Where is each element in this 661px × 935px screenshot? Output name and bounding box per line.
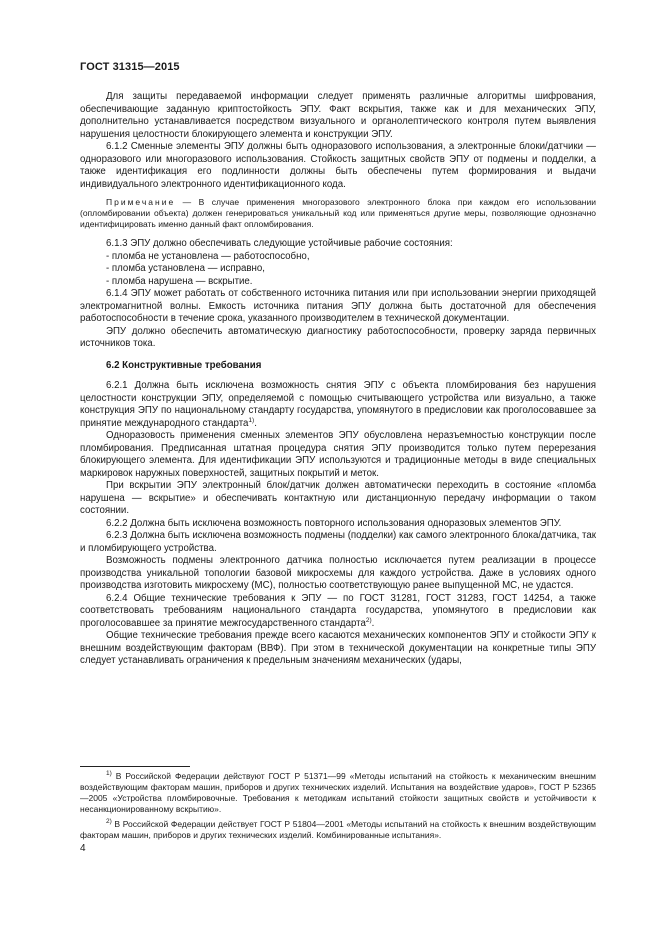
note-text: — В случае применения многоразового электронного блока при каждом его использовании (опломбировании объекта) должен генерироваться уникальный код или применяться другие меры, позволяющие однозначно идентифицировать именно данный факт опломбирования.: [80, 197, 596, 229]
paragraph: 6.1.2 Сменные элементы ЭПУ должны быть одноразового использования, а электронные блоки/датчики — одноразового или многоразового использования. Стойкость защитных свойств ЭПУ от подмены и подделки, а также идентификация его подлинности должны быть обеспечены путем формирования и выдачи индивидуального электронного идентификационного кода.: [80, 141, 596, 190]
paragraph: При вскрытии ЭПУ электронный блок/датчик должен автоматически переходить в состояние «пломба нарушена — вскрытие» и обеспечивать контактную или дистанционную передачу информации о таком состоянии.: [80, 480, 596, 516]
paragraph: 6.1.4 ЭПУ может работать от собственного источника питания или при использовании энергии приходящей электромагнитной волны. Емкость источника питания ЭПУ должна быть достаточной для обеспечения работоспособности в течение срока, указанного производителем в технической документации.: [80, 288, 596, 324]
footnote-text: В Российской Федерации действуют ГОСТ Р 51371—99 «Методы испытаний на стойкость к механическим внешним воздействующим факторам машин, приборов и других технических изделий. Испытания на воздействие ударов», ГОСТ Р 52365—2005 «Устройства пломбировочные. Требования к методикам испытаний стойкости защитных свойств и устойчивости к несанкционированному вскрытию».: [80, 771, 596, 814]
paragraph: 6.1.3 ЭПУ должно обеспечивать следующие устойчивые рабочие состояния:: [106, 238, 453, 249]
footnote-divider: [80, 766, 190, 767]
paragraph: Для защиты передаваемой информации следует применять различные алгоритмы шифрования, обеспечивающие заданную криптостойкость ЭПУ. Факт вскрытия, также как и для механических ЭПУ, дополнительно устанавливается посредством визуального и органолептического контроля путем выявления нарушения целостности блокирующего элемента и конструкции ЭПУ.: [80, 91, 596, 140]
footnote-text: В Российской Федерации действует ГОСТ Р 51804—2001 «Методы испытаний на стойкость к внешним воздействующим факторам машин, приборов и других технических изделий. Комбинированные испытания».: [80, 819, 596, 840]
paragraph: Одноразовость применения сменных элементов ЭПУ обусловлена неразъемностью конструкции после пломбирования. Предписанная штатная процедура снятия ЭПУ производится только путем перерезания блокирующего элемента. Для идентификации ЭПУ используются и традиционные методы в виде специальных маркировок наружных поверхностей, защитных покрытий и меток.: [80, 430, 596, 479]
paragraph: 6.2.3 Должна быть исключена возможность подмены (подделки) как самого электронного блока/датчика, так и пломбирующего устройства.: [80, 530, 596, 554]
paragraph: Общие технические требования прежде всего касаются механических компонентов ЭПУ и стойкости ЭПУ к внешним воздействующим факторам (ВВФ). При этом в технической документации на конкретные типы ЭПУ следует устанавливать ограничения к предельным значениям механических (удары,: [80, 630, 596, 666]
paragraph: [80, 593, 596, 631]
footnote-mark: 1): [106, 770, 112, 778]
document-body: [80, 91, 596, 668]
period: .: [254, 417, 257, 429]
note-label: Примечание: [106, 197, 176, 207]
section-heading: 6.2 Конструктивные требования: [106, 359, 262, 371]
footnote-mark: 2): [106, 818, 112, 826]
period: .: [371, 617, 375, 629]
paragraph-text: 6.2.4 Общие технические требования к ЭПУ — по ГОСТ 31281, ГОСТ 31283, ГОСТ 14254, а также соответствовать требованиям национального стандарта государства, упомянутого в предисловии как проголосовавшее за принятие межгосударственного стандарта: [80, 592, 596, 629]
footnote: [80, 819, 596, 841]
list-item: - пломба нарушена — вскрытие.: [106, 275, 253, 287]
paragraph: ЭПУ должно обеспечить автоматическую диагностику работоспособности, проверку заряда первичных источников тока.: [80, 325, 596, 349]
footnote-ref[interactable]: 2): [365, 616, 372, 624]
paragraph: 6.2.2 Должна быть исключена возможность повторного использования одноразовых элементов ЭПУ.: [106, 517, 562, 529]
list-item: - пломба не установлена — работоспособно,: [106, 250, 310, 262]
note: [80, 197, 596, 230]
footnote-ref[interactable]: 1): [248, 416, 255, 424]
paragraph-text: 6.2.1 Должна быть исключена возможность снятия ЭПУ с объекта пломбирования без нарушения целостности конструкции ЭПУ, определяемой с помощью считывающего устройства или визуально, а также конструкция ЭПУ по национальному стандарту государства, упомянутого в предисловии как проголосовавшее за принятие международного стандарта: [80, 380, 596, 429]
footnote: [80, 771, 596, 815]
paragraph: [80, 380, 596, 430]
footnotes: [80, 771, 596, 845]
page-number: 4: [80, 843, 86, 854]
paragraph: Возможность подмены электронного датчика полностью исключается путем реализации в процессе производства уникальной топологии базовой микросхемы для каждого устройства. Даже в условиях одного производства изготовить микросхему (МС), полностью соответствующую ранее выпущенной МС, не удастся.: [80, 555, 596, 591]
list-item: - пломба установлена — исправно,: [106, 263, 265, 274]
document-header: ГОСТ 31315—2015: [80, 61, 180, 73]
